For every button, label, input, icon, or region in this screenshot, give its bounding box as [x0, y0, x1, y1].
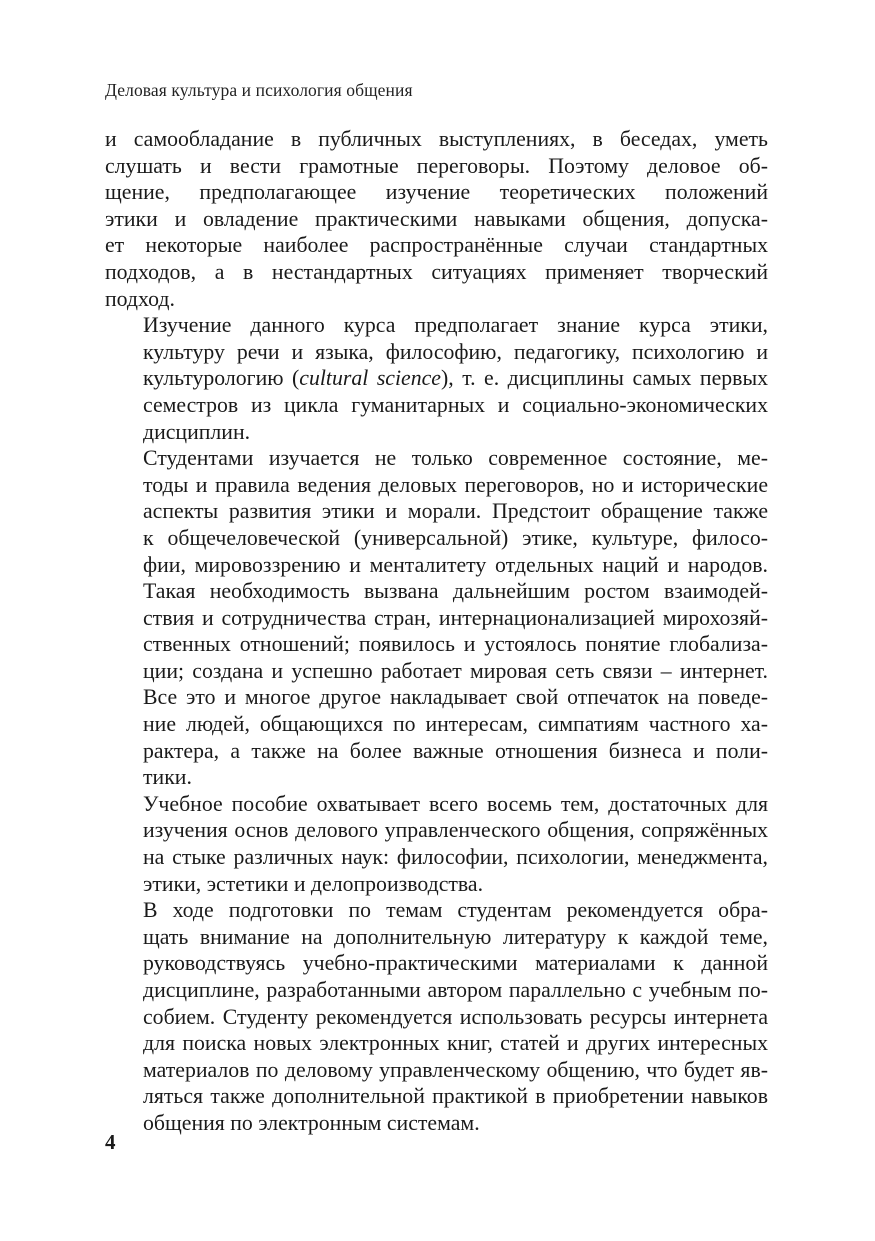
paragraph-4 [105, 791, 768, 897]
text-line: изучения основ делового управленческого общения, сопряжённых [143, 818, 768, 843]
text-line: Учебное пособие охватывает всего восемь тем, достаточных для [143, 791, 768, 816]
running-header: Деловая культура и психология общения [105, 80, 413, 100]
paragraph-1 [105, 126, 768, 312]
text-line: щать внимание на дополнительную литературу к каждой теме, [143, 924, 768, 949]
text-line: фии, мировоззрению и менталитету отдельных наций и народов. [143, 552, 768, 577]
page-body [105, 126, 768, 1137]
paragraph-5 [105, 897, 768, 1136]
text-line: Изучение данного курса предполагает знание курса этики, [143, 313, 768, 338]
text-line: ляться также дополнительной практикой в приобретении навыков [143, 1084, 768, 1109]
text-line: ственных отношений; появилось и устоялось понятие глобализа- [143, 632, 768, 657]
text-line: В ходе подготовки по темам студентам рекомендуется обра- [143, 898, 768, 923]
text-line: культуру речи и языка, философию, педагогику, психологию и [143, 339, 768, 364]
text-line: собием. Студенту рекомендуется использовать ресурсы интернета [143, 1004, 768, 1029]
text-line: на стыке различных наук: философии, психологии, менеджмента, [143, 845, 768, 870]
text-line: щение, предполагающее изучение теоретических положений [105, 180, 768, 205]
text-line: этики, эстетики и делопроизводства. [143, 871, 484, 896]
text-line: тики. [143, 765, 192, 790]
text-line: ствия и сотрудничества стран, интернационализацией мирохозяй- [143, 605, 768, 630]
text-line: для поиска новых электронных книг, статей и других интересных [143, 1031, 768, 1056]
text-line: дисциплин. [143, 419, 251, 444]
text-line-mixed [105, 365, 768, 392]
text-line: к общечеловеческой (универсальной) этике, культуре, филосо- [143, 525, 768, 550]
text-line: Студентами изучается не только современное состояние, ме- [143, 446, 768, 471]
paragraph-2 [105, 312, 768, 445]
paragraph-3 [105, 445, 768, 791]
text-line: ет некоторые наиболее распространённые случаи стандартных [105, 233, 768, 258]
text-line: этики и овладение практическими навыками общения, допуска- [105, 206, 768, 231]
text-line: аспекты развития этики и морали. Предстоит обращение также [143, 499, 768, 524]
text-line: общения по электронным системам. [143, 1110, 480, 1135]
text-line: подход. [105, 286, 175, 311]
text-line: подходов, а в нестандартных ситуациях применяет творческий [105, 259, 768, 284]
text-segment: ), т. е. дисциплины самых первых [440, 366, 768, 391]
text-line: руководствуясь учебно-практическими материалами к данной [143, 951, 768, 976]
text-line: дисциплине, разработанными автором параллельно с учебным по- [143, 978, 768, 1002]
text-line: тоды и правила ведения деловых переговоров, но и исторические [143, 472, 768, 497]
text-line: и самообладание в публичных выступлениях, в беседах, уметь [105, 127, 768, 151]
page-number: 4 [105, 1130, 116, 1154]
text-line: ции; создана и успешно работает мировая сеть связи – интернет. [143, 658, 768, 683]
text-line: материалов по деловому управленческому общению, что будет яв- [143, 1057, 768, 1082]
text-line: семестров из цикла гуманитарных и социально-экономических [143, 392, 768, 417]
text-line: рактера, а также на более важные отношения бизнеса и поли- [143, 738, 768, 763]
text-segment: культурологию ( [143, 366, 300, 391]
italic-term: cultural science [299, 366, 441, 391]
text-line: Все это и многое другое накладывает свой отпечаток на поведе- [143, 685, 768, 710]
text-line: Такая необходимость вызвана дальнейшим ростом взаимодей- [143, 579, 768, 604]
text-line: ние людей, общающихся по интересам, симпатиям частного ха- [143, 712, 768, 737]
text-line: слушать и вести грамотные переговоры. Поэтому деловое об- [105, 153, 768, 178]
